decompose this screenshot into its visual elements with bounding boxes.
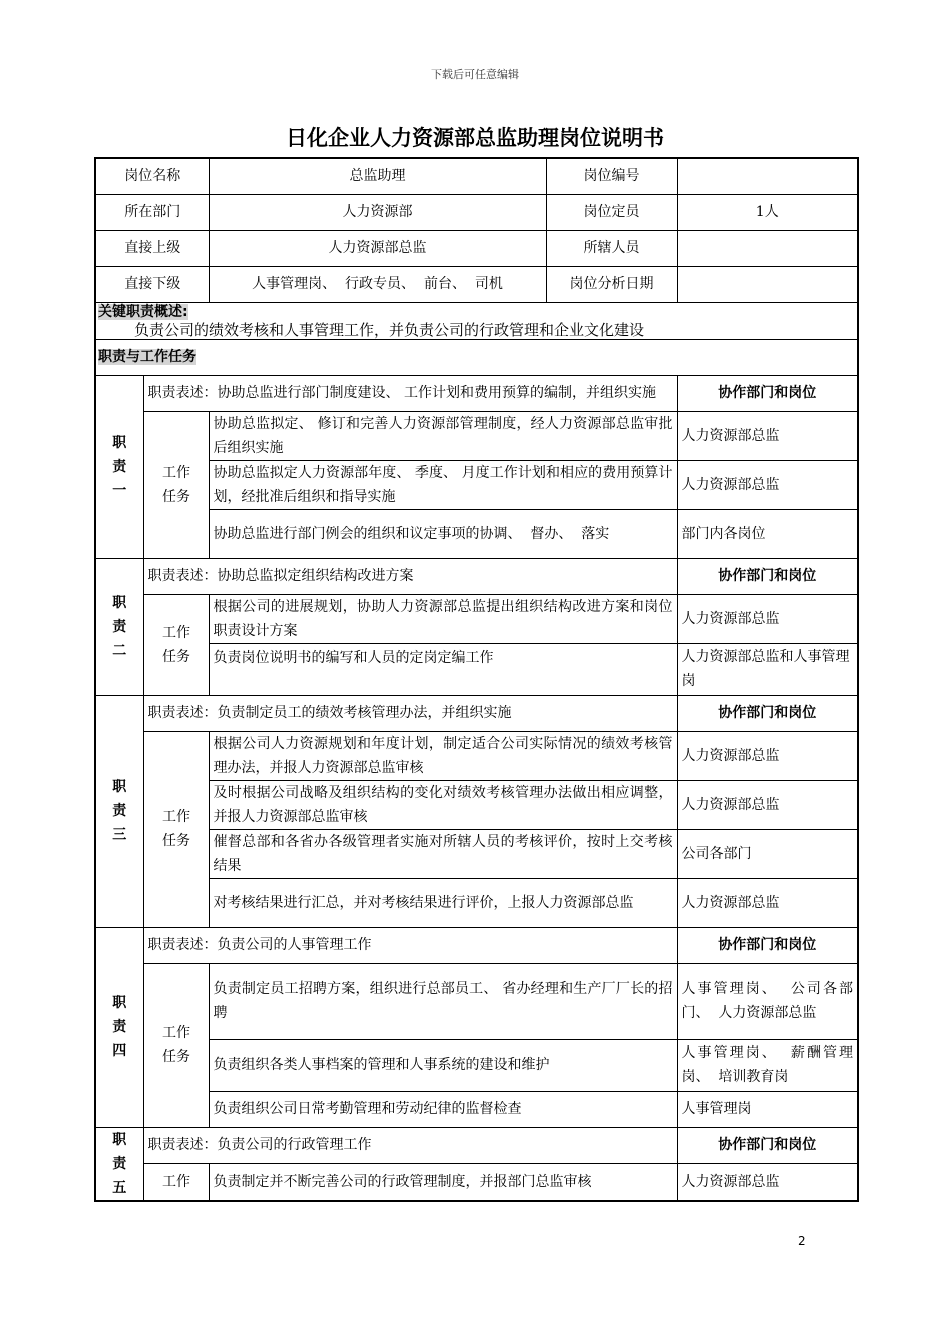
info-row-department [95, 194, 858, 230]
duty-3-task-3-collab: 公司各部门 [677, 829, 858, 878]
task-row [95, 460, 858, 509]
headcount-label: 岗位定员 [546, 194, 677, 230]
task-row [95, 1091, 858, 1127]
task-row [95, 509, 858, 558]
duty-3-task-label: 工作任务 [143, 731, 209, 927]
duty-5-collab-header: 协作部门和岗位 [677, 1127, 858, 1164]
duty-3-task-1-collab: 人力资源部总监 [677, 731, 858, 780]
duty-3-task-1: 根据公司人力资源规划和年度计划，制定适合公司实际情况的绩效考核管理办法，并报人力资源部总监审核 [209, 731, 677, 780]
department-value: 人力资源部 [209, 194, 546, 230]
key-summary-row [95, 302, 858, 339]
duty-3-task-4-collab: 人力资源部总监 [677, 878, 858, 927]
duty-1-task-label: 工作任务 [143, 411, 209, 558]
duty-2-task-label: 工作任务 [143, 594, 209, 695]
info-row-subordinate [95, 266, 858, 302]
header-note: 下载后可任意编辑 [431, 68, 519, 81]
duty-4-task-3-collab: 人事管理岗 [677, 1091, 858, 1127]
task-row [95, 780, 858, 829]
headcount-value: 1人 [677, 194, 858, 230]
subordinate-value: 人事管理岗、 行政专员、 前台、 司机 [209, 266, 546, 302]
duty-4-label: 职 责 四 [95, 927, 143, 1127]
task-row [95, 411, 858, 460]
duty-1-description-row [95, 375, 858, 411]
duty-3-task-3: 催督总部和各省办各级管理者实施对所辖人员的考核评价，按时上交考核结果 [209, 829, 677, 878]
position-code-value [677, 158, 858, 194]
duty-1-task-1-collab: 人力资源部总监 [677, 411, 858, 460]
duty-1-collab-header: 协作部门和岗位 [677, 375, 858, 411]
position-name-label: 岗位名称 [95, 158, 209, 194]
duty-5-task-1: 负责制定并不断完善公司的行政管理制度，并报部门总监审核 [209, 1164, 677, 1201]
duty-4-collab-header: 协作部门和岗位 [677, 927, 858, 963]
duty-2-description-row [95, 558, 858, 594]
task-row [95, 829, 858, 878]
duty-4-task-1-collab: 人事管理岗、 公司各部门、 人力资源部总监 [677, 963, 858, 1039]
duty-4-task-2-collab: 人事管理岗、 薪酬管理岗、 培训教育岗 [677, 1039, 858, 1091]
managed-label: 所辖人员 [546, 230, 677, 266]
duties-heading-row [95, 339, 858, 375]
duty-2-task-2-collab: 人力资源部总监和人事管理岗 [677, 643, 858, 695]
page-number: 2 [798, 1234, 806, 1248]
duty-4-description: 职责表述：负责公司的人事管理工作 [143, 927, 677, 963]
duty-1-task-1: 协助总监拟定、 修订和完善人力资源部管理制度，经人力资源部总监审批后组织实施 [209, 411, 677, 460]
duty-4-task-1: 负责制定员工招聘方案，组织进行总部员工、 省办经理和生产厂厂长的招聘 [209, 963, 677, 1039]
analysis-date-value [677, 266, 858, 302]
task-row [95, 1164, 858, 1201]
duty-4-task-2: 负责组织各类人事档案的管理和人事系统的建设和维护 [209, 1039, 677, 1091]
position-code-label: 岗位编号 [546, 158, 677, 194]
duty-5-task-label: 工作 [143, 1164, 209, 1201]
info-row-position [95, 158, 858, 194]
duty-1-label: 职 责 一 [95, 375, 143, 558]
task-row [95, 878, 858, 927]
duty-2-task-2: 负责岗位说明书的编写和人员的定岗定编工作 [209, 643, 677, 695]
duties-heading: 职责与工作任务 [95, 339, 858, 375]
info-row-superior [95, 230, 858, 266]
duty-3-task-2: 及时根据公司战略及组织结构的变化对绩效考核管理办法做出相应调整，并报人力资源部总监审核 [209, 780, 677, 829]
duty-5-task-1-collab: 人力资源部总监 [677, 1164, 858, 1201]
key-summary-text: 负责公司的绩效考核和人事管理工作，并负责公司的行政管理和企业文化建设 [134, 320, 645, 339]
duty-2-task-1: 根据公司的进展规划，协助人力资源部总监提出组织结构改进方案和岗位职责设计方案 [209, 594, 677, 643]
position-name-value: 总监助理 [209, 158, 546, 194]
task-row [95, 594, 858, 643]
duty-1-task-3-collab: 部门内各岗位 [677, 509, 858, 558]
duty-2-label: 职 责 二 [95, 558, 143, 695]
superior-value: 人力资源部总监 [209, 230, 546, 266]
duty-2-description: 职责表述：协助总监拟定组织结构改进方案 [143, 558, 677, 594]
duty-1-description: 职责表述：协助总监进行部门制度建设、 工作计划和费用预算的编制，并组织实施 [143, 375, 677, 411]
key-summary-heading: 关键职责概述: [98, 303, 188, 320]
task-row [95, 963, 858, 1039]
duty-1-task-2: 协助总监拟定人力资源部年度、 季度、 月度工作计划和相应的费用预算计划，经批准后组织和指导实施 [209, 460, 677, 509]
duty-5-label: 职 责 五 [95, 1127, 143, 1201]
duty-3-task-2-collab: 人力资源部总监 [677, 780, 858, 829]
duty-2-collab-header: 协作部门和岗位 [677, 558, 858, 594]
document-title: 日化企业人力资源部总监助理岗位说明书 [286, 126, 664, 150]
duty-3-task-4: 对考核结果进行汇总，并对考核结果进行评价，上报人力资源部总监 [209, 878, 677, 927]
task-row [95, 643, 858, 695]
subordinate-label: 直接下级 [95, 266, 209, 302]
managed-value [677, 230, 858, 266]
duty-3-label: 职 责 三 [95, 695, 143, 927]
duty-2-task-1-collab: 人力资源部总监 [677, 594, 858, 643]
duty-4-task-3: 负责组织公司日常考勤管理和劳动纪律的监督检查 [209, 1091, 677, 1127]
duty-3-description-row [95, 695, 858, 731]
duty-4-description-row [95, 927, 858, 963]
duty-1-task-3: 协助总监进行部门例会的组织和议定事项的协调、 督办、 落实 [209, 509, 677, 558]
task-row [95, 1039, 858, 1091]
task-row [95, 731, 858, 780]
job-description-table [94, 157, 859, 1202]
duty-3-collab-header: 协作部门和岗位 [677, 695, 858, 731]
department-label: 所在部门 [95, 194, 209, 230]
superior-label: 直接上级 [95, 230, 209, 266]
duty-5-description: 职责表述：负责公司的行政管理工作 [143, 1127, 677, 1164]
duty-5-description-row [95, 1127, 858, 1164]
duty-3-description: 职责表述：负责制定员工的绩效考核管理办法，并组织实施 [143, 695, 677, 731]
duty-4-task-label: 工作任务 [143, 963, 209, 1127]
duty-1-task-2-collab: 人力资源部总监 [677, 460, 858, 509]
analysis-date-label: 岗位分析日期 [546, 266, 677, 302]
